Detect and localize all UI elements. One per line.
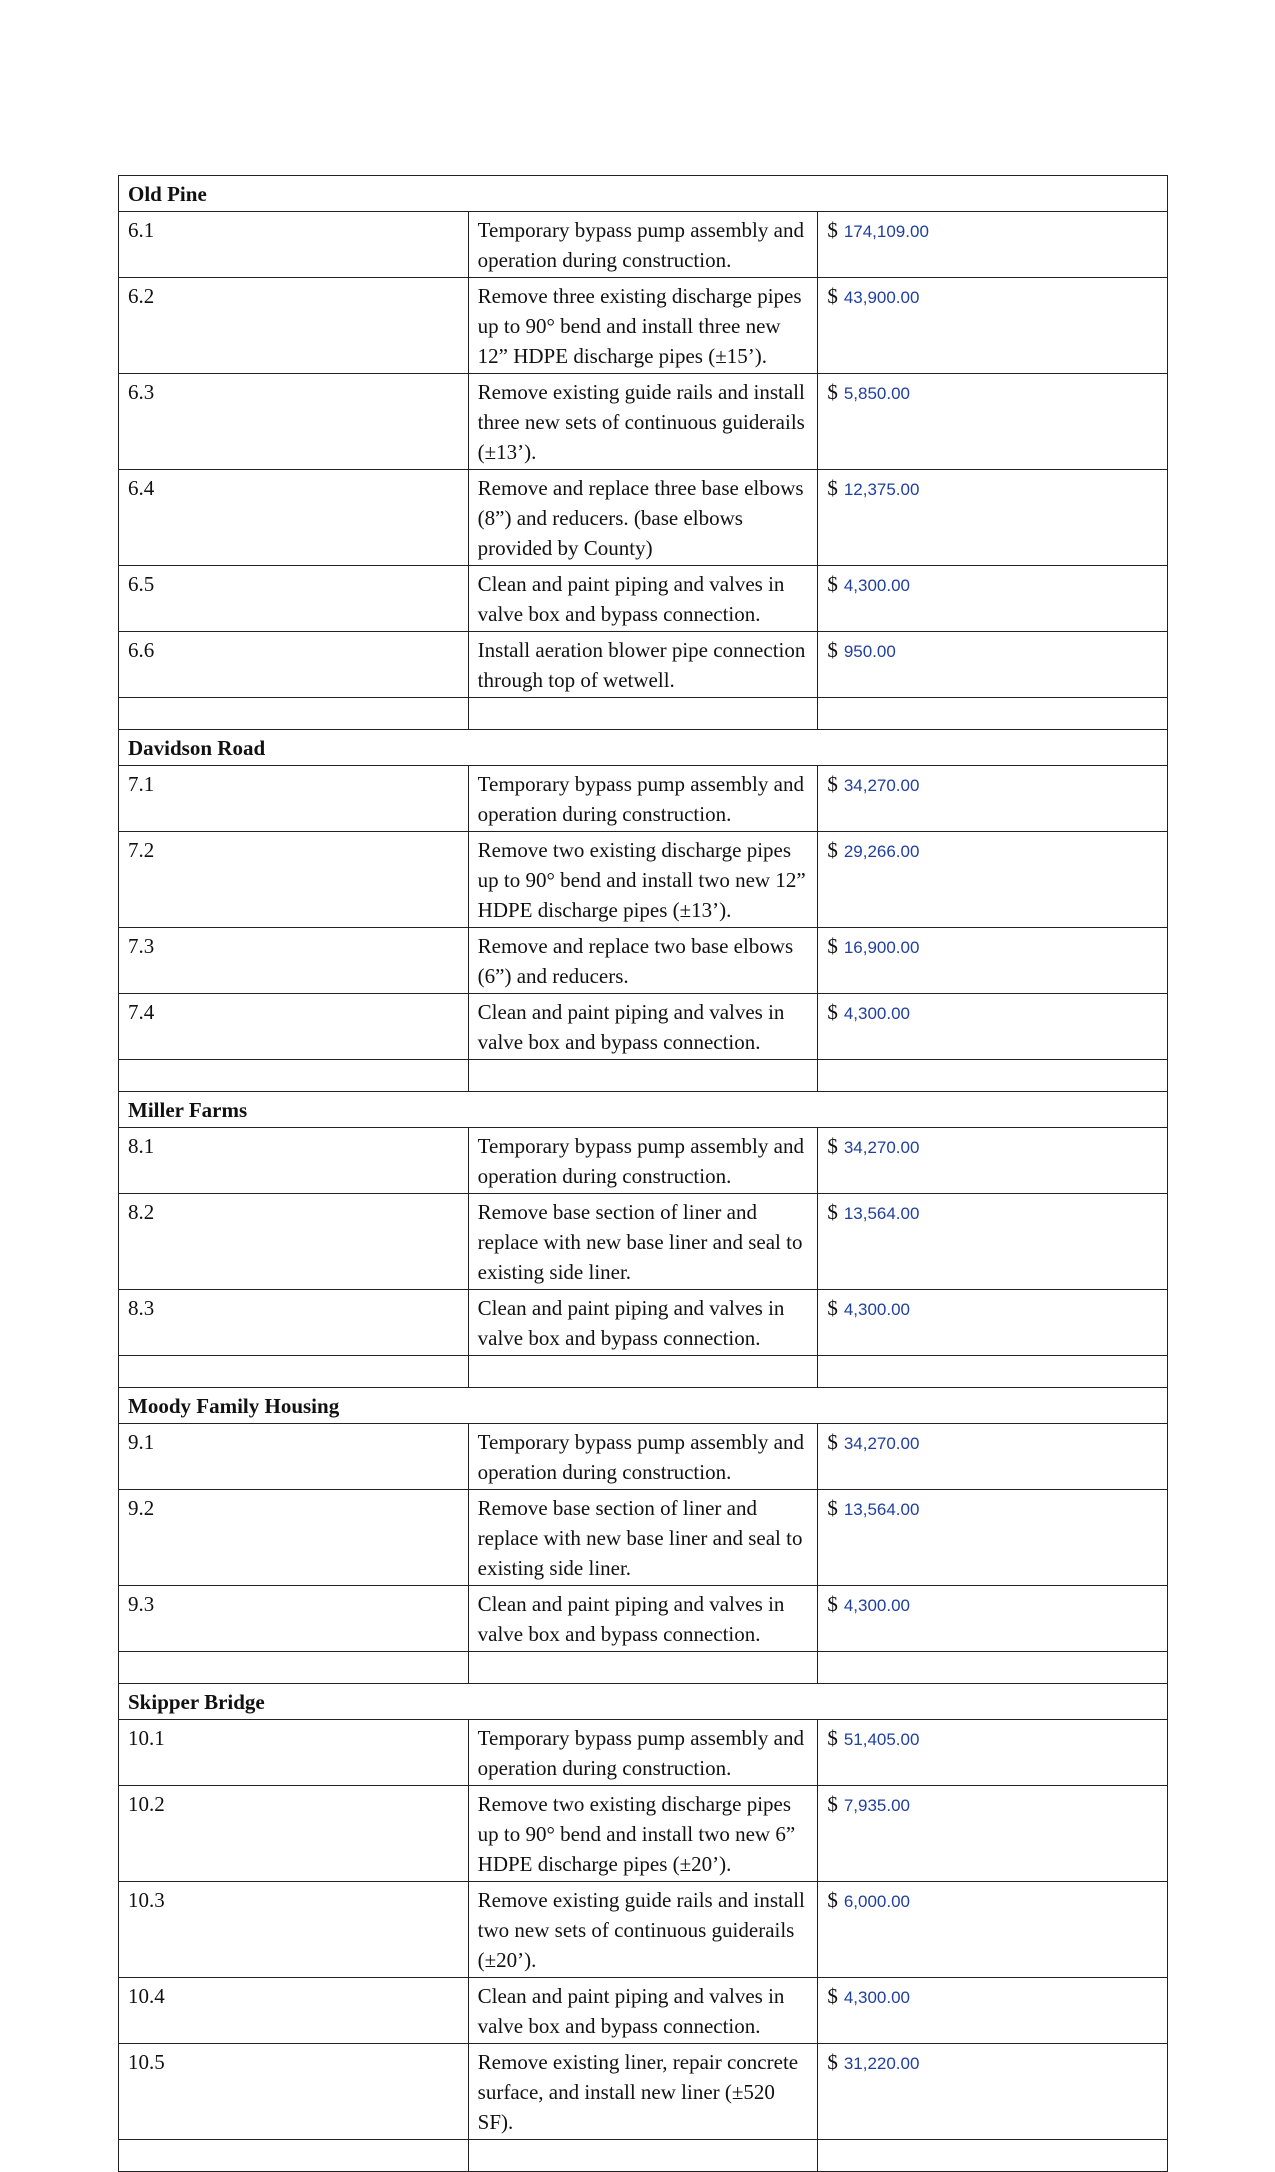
cost-amount: 4,300.00 [843, 1004, 910, 1023]
blank-cell [818, 698, 1168, 730]
currency-symbol: $ [827, 1000, 838, 1024]
item-number: 7.4 [119, 994, 469, 1060]
item-number: 9.1 [119, 1424, 469, 1490]
cost-table [118, 175, 1168, 2172]
section-header-row [119, 1684, 1168, 1720]
blank-cell [468, 1356, 818, 1388]
section-header-row [119, 176, 1168, 212]
cost-amount: 34,270.00 [843, 1434, 920, 1453]
blank-cell [468, 2140, 818, 2172]
item-cost [818, 566, 1168, 632]
cost-amount: 29,266.00 [843, 842, 920, 861]
table-row [119, 1128, 1168, 1194]
item-cost [818, 1720, 1168, 1786]
item-description: Install aeration blower pipe connection through top of wetwell. [468, 632, 818, 698]
currency-symbol: $ [827, 838, 838, 862]
item-number: 7.2 [119, 832, 469, 928]
cost-amount: 31,220.00 [843, 2054, 920, 2073]
cost-amount: 174,109.00 [843, 222, 929, 241]
table-row [119, 212, 1168, 278]
table-row [119, 1720, 1168, 1786]
currency-symbol: $ [827, 1200, 838, 1224]
item-cost [818, 994, 1168, 1060]
item-description: Temporary bypass pump assembly and operation during construction. [468, 766, 818, 832]
table-row [119, 1978, 1168, 2044]
table-row [119, 1424, 1168, 1490]
item-number: 9.3 [119, 1586, 469, 1652]
item-description: Remove existing guide rails and install two new sets of continuous guiderails (±20’). [468, 1882, 818, 1978]
item-number: 6.5 [119, 566, 469, 632]
item-description: Remove and replace three base elbows (8”) and reducers. (base elbows provided by County) [468, 470, 818, 566]
section-title: Davidson Road [119, 730, 1168, 766]
item-cost [818, 1490, 1168, 1586]
item-cost [818, 632, 1168, 698]
currency-symbol: $ [827, 934, 838, 958]
cost-amount: 7,935.00 [843, 1796, 910, 1815]
table-row [119, 1586, 1168, 1652]
cost-amount: 4,300.00 [843, 1596, 910, 1615]
item-number: 10.4 [119, 1978, 469, 2044]
table-row [119, 766, 1168, 832]
blank-cell [818, 1060, 1168, 1092]
blank-cell [119, 1652, 469, 1684]
item-description: Remove and replace two base elbows (6”) and reducers. [468, 928, 818, 994]
cost-amount: 950.00 [843, 642, 896, 661]
section-title: Moody Family Housing [119, 1388, 1168, 1424]
item-number: 8.2 [119, 1194, 469, 1290]
item-number: 6.4 [119, 470, 469, 566]
cost-amount: 6,000.00 [843, 1892, 910, 1911]
item-description: Remove base section of liner and replace with new base liner and seal to existing side liner. [468, 1490, 818, 1586]
item-cost [818, 1786, 1168, 1882]
cost-amount: 5,850.00 [843, 384, 910, 403]
item-cost [818, 766, 1168, 832]
item-number: 8.3 [119, 1290, 469, 1356]
cost-amount: 34,270.00 [843, 1138, 920, 1157]
item-number: 6.2 [119, 278, 469, 374]
item-number: 10.3 [119, 1882, 469, 1978]
currency-symbol: $ [827, 1134, 838, 1158]
cost-amount: 34,270.00 [843, 776, 920, 795]
table-row [119, 278, 1168, 374]
blank-cell [119, 1356, 469, 1388]
cost-amount: 4,300.00 [843, 576, 910, 595]
table-row [119, 632, 1168, 698]
table-row [119, 1490, 1168, 1586]
blank-row [119, 2140, 1168, 2172]
currency-symbol: $ [827, 476, 838, 500]
item-description: Temporary bypass pump assembly and operation during construction. [468, 1128, 818, 1194]
currency-symbol: $ [827, 218, 838, 242]
blank-cell [468, 698, 818, 730]
table-row [119, 470, 1168, 566]
item-description: Clean and paint piping and valves in valve box and bypass connection. [468, 994, 818, 1060]
section-header-row [119, 1388, 1168, 1424]
currency-symbol: $ [827, 284, 838, 308]
blank-cell [468, 1652, 818, 1684]
item-description: Remove base section of liner and replace with new base liner and seal to existing side liner. [468, 1194, 818, 1290]
item-number: 10.5 [119, 2044, 469, 2140]
item-number: 8.1 [119, 1128, 469, 1194]
blank-cell [818, 2140, 1168, 2172]
currency-symbol: $ [827, 380, 838, 404]
table-row [119, 1194, 1168, 1290]
cost-amount: 13,564.00 [843, 1204, 920, 1223]
table-row [119, 928, 1168, 994]
currency-symbol: $ [827, 2050, 838, 2074]
item-cost [818, 1586, 1168, 1652]
item-description: Temporary bypass pump assembly and operation during construction. [468, 1424, 818, 1490]
currency-symbol: $ [827, 572, 838, 596]
table-row [119, 374, 1168, 470]
item-cost [818, 1290, 1168, 1356]
table-row [119, 566, 1168, 632]
item-number: 6.6 [119, 632, 469, 698]
item-number: 10.2 [119, 1786, 469, 1882]
item-number: 10.1 [119, 1720, 469, 1786]
blank-row [119, 698, 1168, 730]
cost-amount: 43,900.00 [843, 288, 920, 307]
item-description: Temporary bypass pump assembly and operation during construction. [468, 1720, 818, 1786]
currency-symbol: $ [827, 638, 838, 662]
currency-symbol: $ [827, 1792, 838, 1816]
table-row [119, 1786, 1168, 1882]
item-number: 6.1 [119, 212, 469, 278]
item-cost [818, 1194, 1168, 1290]
section-header-row [119, 730, 1168, 766]
currency-symbol: $ [827, 1984, 838, 2008]
item-description: Remove two existing discharge pipes up to 90° bend and install two new 6” HDPE discharge pipes (±20’). [468, 1786, 818, 1882]
table-row [119, 994, 1168, 1060]
item-description: Clean and paint piping and valves in valve box and bypass connection. [468, 1586, 818, 1652]
item-number: 7.1 [119, 766, 469, 832]
item-cost [818, 832, 1168, 928]
cost-amount: 51,405.00 [843, 1730, 920, 1749]
section-title: Skipper Bridge [119, 1684, 1168, 1720]
item-description: Remove three existing discharge pipes up to 90° bend and install three new 12” HDPE discharge pipes (±15’). [468, 278, 818, 374]
table-row [119, 832, 1168, 928]
blank-cell [468, 1060, 818, 1092]
item-description: Remove existing liner, repair concrete surface, and install new liner (±520 SF). [468, 2044, 818, 2140]
currency-symbol: $ [827, 772, 838, 796]
blank-cell [818, 1356, 1168, 1388]
item-cost [818, 928, 1168, 994]
table-row [119, 2044, 1168, 2140]
item-cost [818, 1128, 1168, 1194]
item-cost [818, 1424, 1168, 1490]
currency-symbol: $ [827, 1496, 838, 1520]
blank-row [119, 1060, 1168, 1092]
currency-symbol: $ [827, 1592, 838, 1616]
cost-amount: 13,564.00 [843, 1500, 920, 1519]
cost-amount: 4,300.00 [843, 1300, 910, 1319]
blank-cell [119, 1060, 469, 1092]
currency-symbol: $ [827, 1430, 838, 1454]
item-description: Remove two existing discharge pipes up to 90° bend and install two new 12” HDPE discharge pipes (±13’). [468, 832, 818, 928]
currency-symbol: $ [827, 1888, 838, 1912]
cost-amount: 12,375.00 [843, 480, 920, 499]
item-cost [818, 1882, 1168, 1978]
item-cost [818, 470, 1168, 566]
currency-symbol: $ [827, 1296, 838, 1320]
currency-symbol: $ [827, 1726, 838, 1750]
item-number: 6.3 [119, 374, 469, 470]
item-description: Clean and paint piping and valves in valve box and bypass connection. [468, 1290, 818, 1356]
section-header-row [119, 1092, 1168, 1128]
blank-row [119, 1356, 1168, 1388]
item-description: Temporary bypass pump assembly and operation during construction. [468, 212, 818, 278]
item-description: Clean and paint piping and valves in valve box and bypass connection. [468, 1978, 818, 2044]
cost-amount: 16,900.00 [843, 938, 920, 957]
cost-amount: 4,300.00 [843, 1988, 910, 2007]
table-row [119, 1882, 1168, 1978]
item-cost [818, 1978, 1168, 2044]
item-number: 7.3 [119, 928, 469, 994]
blank-row [119, 1652, 1168, 1684]
item-cost [818, 374, 1168, 470]
item-description: Clean and paint piping and valves in valve box and bypass connection. [468, 566, 818, 632]
cost-table-body [119, 176, 1168, 2172]
item-cost [818, 2044, 1168, 2140]
item-cost [818, 212, 1168, 278]
blank-cell [119, 2140, 469, 2172]
section-title: Old Pine [119, 176, 1168, 212]
table-row [119, 1290, 1168, 1356]
item-number: 9.2 [119, 1490, 469, 1586]
blank-cell [818, 1652, 1168, 1684]
item-description: Remove existing guide rails and install three new sets of continuous guiderails (±13’). [468, 374, 818, 470]
item-cost [818, 278, 1168, 374]
section-title: Miller Farms [119, 1092, 1168, 1128]
blank-cell [119, 698, 469, 730]
